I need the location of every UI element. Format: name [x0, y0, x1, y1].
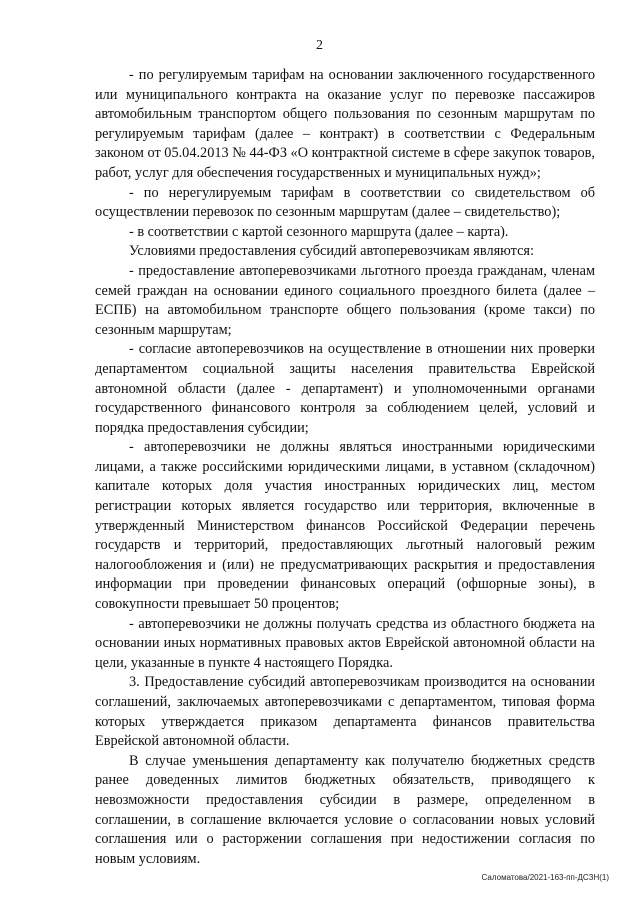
paragraph-inspection-consent: - согласие автоперевозчиков на осуществление в отношении них проверки департаментом социальной защиты населения правительства Еврейской автономной области (далее - департамент) и уполномоченными органами государственного финансового контроля за соблюдением целей, условий и порядка предоставления субсидии; — [95, 341, 595, 436]
paragraph-subsidy-conditions: Условиями предоставления субсидий автоперевозчикам являются: — [129, 243, 534, 260]
paragraph-route-card: - в соответствии с картой сезонного маршрута (далее – карта). — [129, 223, 509, 240]
document-code: Саломатова/2021-163-пп-ДСЗН(1) — [481, 873, 609, 882]
paragraph-preferential-travel: - предоставление автоперевозчиками льготного проезда гражданам, членам семей граждан на основании единого социального проездного билета (далее – ЕСПБ) на автомобильном транспорте общего пользования (кроме такси) по сезонным маршрутам; — [95, 262, 595, 338]
paragraph-limit-reduction: В случае уменьшения департаменту как получателю бюджетных средств ранее доведенных лимитов бюджетных обязательств, приводящего к невозможности предоставления субсидии в размере, определенном в соглашении, в соглашение включается условие о согласовании новых условий соглашения или о расторжении соглашения при недостижении согласия по новым условиям. — [95, 752, 595, 867]
page-number: 2 — [316, 38, 323, 53]
paragraph-contract-tariffs: - по регулируемым тарифам на основании заключенного государственного или муниципального контракта на оказание услуг по перевозке пассажиров автомобильным транспортом общего пользования по сезонным маршрутам по регулируемым тарифам (далее – контракт) в соответствии с Федеральным законом от 05.04.2013 № 44-ФЗ «О контрактной системе в сфере закупок товаров, работ, услуг для обеспечения государственных и муниципальных нужд»; — [95, 67, 595, 181]
paragraph-regional-budget: - автоперевозчики не должны получать средства из областного бюджета на основании иных нормативных правовых актов Еврейской автономной области на цели, указанные в пункте 4 настоящего Порядка. — [95, 615, 595, 671]
paragraph-section-3: 3. Предоставление субсидий автоперевозчикам производится на основании соглашений, заключаемых автоперевозчиками с департаментом, типовая форма которых утверждается приказом департамента финансов правительства Еврейской автономной области. — [95, 674, 595, 750]
paragraph-foreign-entities: - автоперевозчики не должны являться иностранными юридическими лицами, а также российскими юридическими лицами, в уставном (складочном) капитале которых доля участия иностранных юридических лиц, местом регистрации которых является государство или территория, включенные в утвержденный Министерством финансов Российской Федерации перечень государств и территорий, предоставляющих льготный налоговый режим налогообложения и (или) не предусматривающих раскрытия и предоставления информации при проведении финансовых операций (офшорные зоны), в совокупности превышает 50 процентов; — [95, 439, 595, 613]
document-body — [95, 66, 595, 869]
paragraph-unregulated-tariffs: - по нерегулируемым тарифам в соответствии со свидетельством об осуществлении перевозок по сезонным маршрутам (далее – свидетельство); — [95, 184, 595, 221]
